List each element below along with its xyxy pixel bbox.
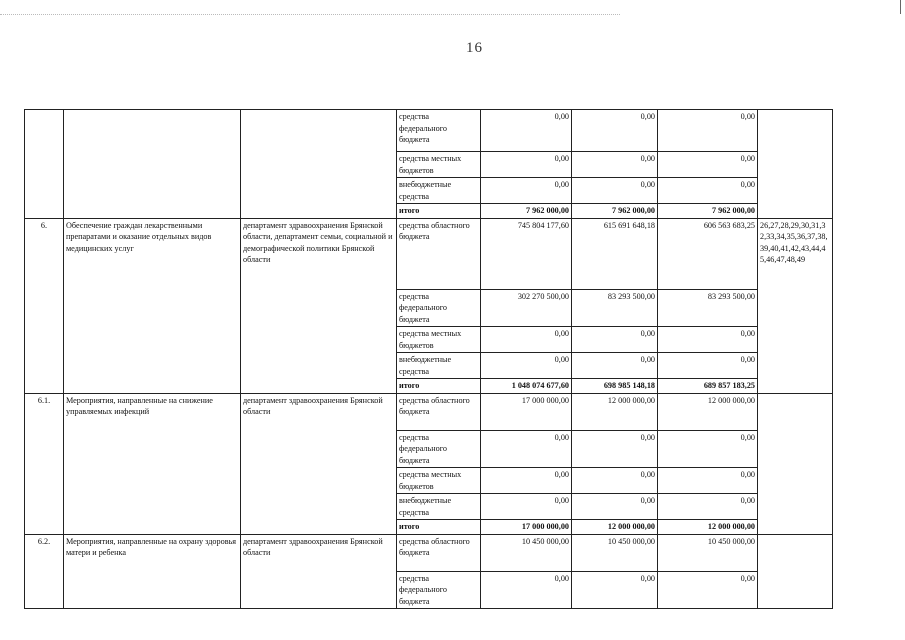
indicators-cell: 26,27,28,29,30,31,32,33,34,35,36,37,38,39,40,41,42,43,44,45,46,47,48,49 xyxy=(758,218,833,393)
source-cell: итого xyxy=(397,379,481,394)
num-cell: 6. xyxy=(25,218,64,393)
name-cell: Обеспечение граждан лекарственными препаратами и оказание отдельных видов медицинских услуг xyxy=(64,218,241,393)
num-cell: 6.2. xyxy=(25,534,64,609)
scan-noise-line xyxy=(0,14,620,16)
value-cell: 0,00 xyxy=(658,327,758,353)
value-cell: 615 691 648,18 xyxy=(572,218,658,289)
table-row xyxy=(25,393,833,430)
source-cell: средства местных бюджетов xyxy=(397,152,481,178)
value-cell: 0,00 xyxy=(658,571,758,609)
name-cell xyxy=(64,110,241,219)
name-cell: Мероприятия, направленные на снижение управляемых инфекций xyxy=(64,393,241,534)
value-cell: 0,00 xyxy=(481,468,572,494)
executor-cell: департамент здравоохранения Брянской области, департамент семьи, социальной и демографической политики Брянской области xyxy=(241,218,397,393)
value-cell: 0,00 xyxy=(658,178,758,204)
value-cell: 0,00 xyxy=(481,353,572,379)
value-cell: 0,00 xyxy=(658,494,758,520)
value-cell: 0,00 xyxy=(658,468,758,494)
num-cell: 6.1. xyxy=(25,393,64,534)
source-cell: средства федерального бюджета xyxy=(397,110,481,152)
executor-cell: департамент здравоохранения Брянской области xyxy=(241,534,397,609)
indicators-cell xyxy=(758,110,833,219)
value-cell: 10 450 000,00 xyxy=(658,534,758,571)
source-cell: средства местных бюджетов xyxy=(397,468,481,494)
value-cell: 0,00 xyxy=(481,430,572,468)
source-cell: внебюджетные средства xyxy=(397,353,481,379)
value-cell: 0,00 xyxy=(481,178,572,204)
table-row xyxy=(25,110,833,152)
value-cell: 0,00 xyxy=(658,110,758,152)
value-cell: 0,00 xyxy=(572,110,658,152)
value-cell: 0,00 xyxy=(572,327,658,353)
value-cell: 10 450 000,00 xyxy=(481,534,572,571)
value-cell: 12 000 000,00 xyxy=(572,520,658,535)
source-cell: итого xyxy=(397,520,481,535)
source-cell: средства федерального бюджета xyxy=(397,430,481,468)
value-cell: 0,00 xyxy=(572,494,658,520)
value-cell: 698 985 148,18 xyxy=(572,379,658,394)
value-cell: 12 000 000,00 xyxy=(658,393,758,430)
executor-cell xyxy=(241,110,397,219)
source-cell: внебюджетные средства xyxy=(397,494,481,520)
value-cell: 0,00 xyxy=(572,468,658,494)
scan-edge-mark xyxy=(900,0,901,14)
value-cell: 0,00 xyxy=(572,152,658,178)
indicators-cell xyxy=(758,534,833,609)
value-cell: 0,00 xyxy=(481,152,572,178)
num-cell xyxy=(25,110,64,219)
page-number: 16 xyxy=(466,40,483,56)
value-cell: 745 804 177,60 xyxy=(481,218,572,289)
value-cell: 0,00 xyxy=(481,110,572,152)
value-cell: 1 048 074 677,60 xyxy=(481,379,572,394)
value-cell: 0,00 xyxy=(572,353,658,379)
table-row xyxy=(25,534,833,571)
executor-cell: департамент здравоохранения Брянской области xyxy=(241,393,397,534)
value-cell: 17 000 000,00 xyxy=(481,393,572,430)
value-cell: 0,00 xyxy=(572,571,658,609)
value-cell: 7 962 000,00 xyxy=(658,204,758,219)
value-cell: 689 857 183,25 xyxy=(658,379,758,394)
table-row xyxy=(25,218,833,289)
value-cell: 0,00 xyxy=(658,430,758,468)
source-cell: средства местных бюджетов xyxy=(397,327,481,353)
value-cell: 12 000 000,00 xyxy=(572,393,658,430)
source-cell: средства федерального бюджета xyxy=(397,571,481,609)
budget-table xyxy=(24,109,833,609)
value-cell: 0,00 xyxy=(481,571,572,609)
value-cell: 83 293 500,00 xyxy=(658,289,758,327)
value-cell: 302 270 500,00 xyxy=(481,289,572,327)
source-cell: итого xyxy=(397,204,481,219)
name-cell: Мероприятия, направленные на охрану здоровья матери и ребенка xyxy=(64,534,241,609)
source-cell: средства федерального бюджета xyxy=(397,289,481,327)
value-cell: 10 450 000,00 xyxy=(572,534,658,571)
value-cell: 0,00 xyxy=(658,353,758,379)
source-cell: средства областного бюджета xyxy=(397,393,481,430)
value-cell: 17 000 000,00 xyxy=(481,520,572,535)
source-cell: внебюджетные средства xyxy=(397,178,481,204)
value-cell: 7 962 000,00 xyxy=(481,204,572,219)
value-cell: 0,00 xyxy=(572,178,658,204)
value-cell: 0,00 xyxy=(572,430,658,468)
value-cell: 0,00 xyxy=(481,494,572,520)
value-cell: 83 293 500,00 xyxy=(572,289,658,327)
indicators-cell xyxy=(758,393,833,534)
value-cell: 0,00 xyxy=(481,327,572,353)
value-cell: 12 000 000,00 xyxy=(658,520,758,535)
source-cell: средства областного бюджета xyxy=(397,218,481,289)
value-cell: 606 563 683,25 xyxy=(658,218,758,289)
source-cell: средства областного бюджета xyxy=(397,534,481,571)
value-cell: 0,00 xyxy=(658,152,758,178)
value-cell: 7 962 000,00 xyxy=(572,204,658,219)
